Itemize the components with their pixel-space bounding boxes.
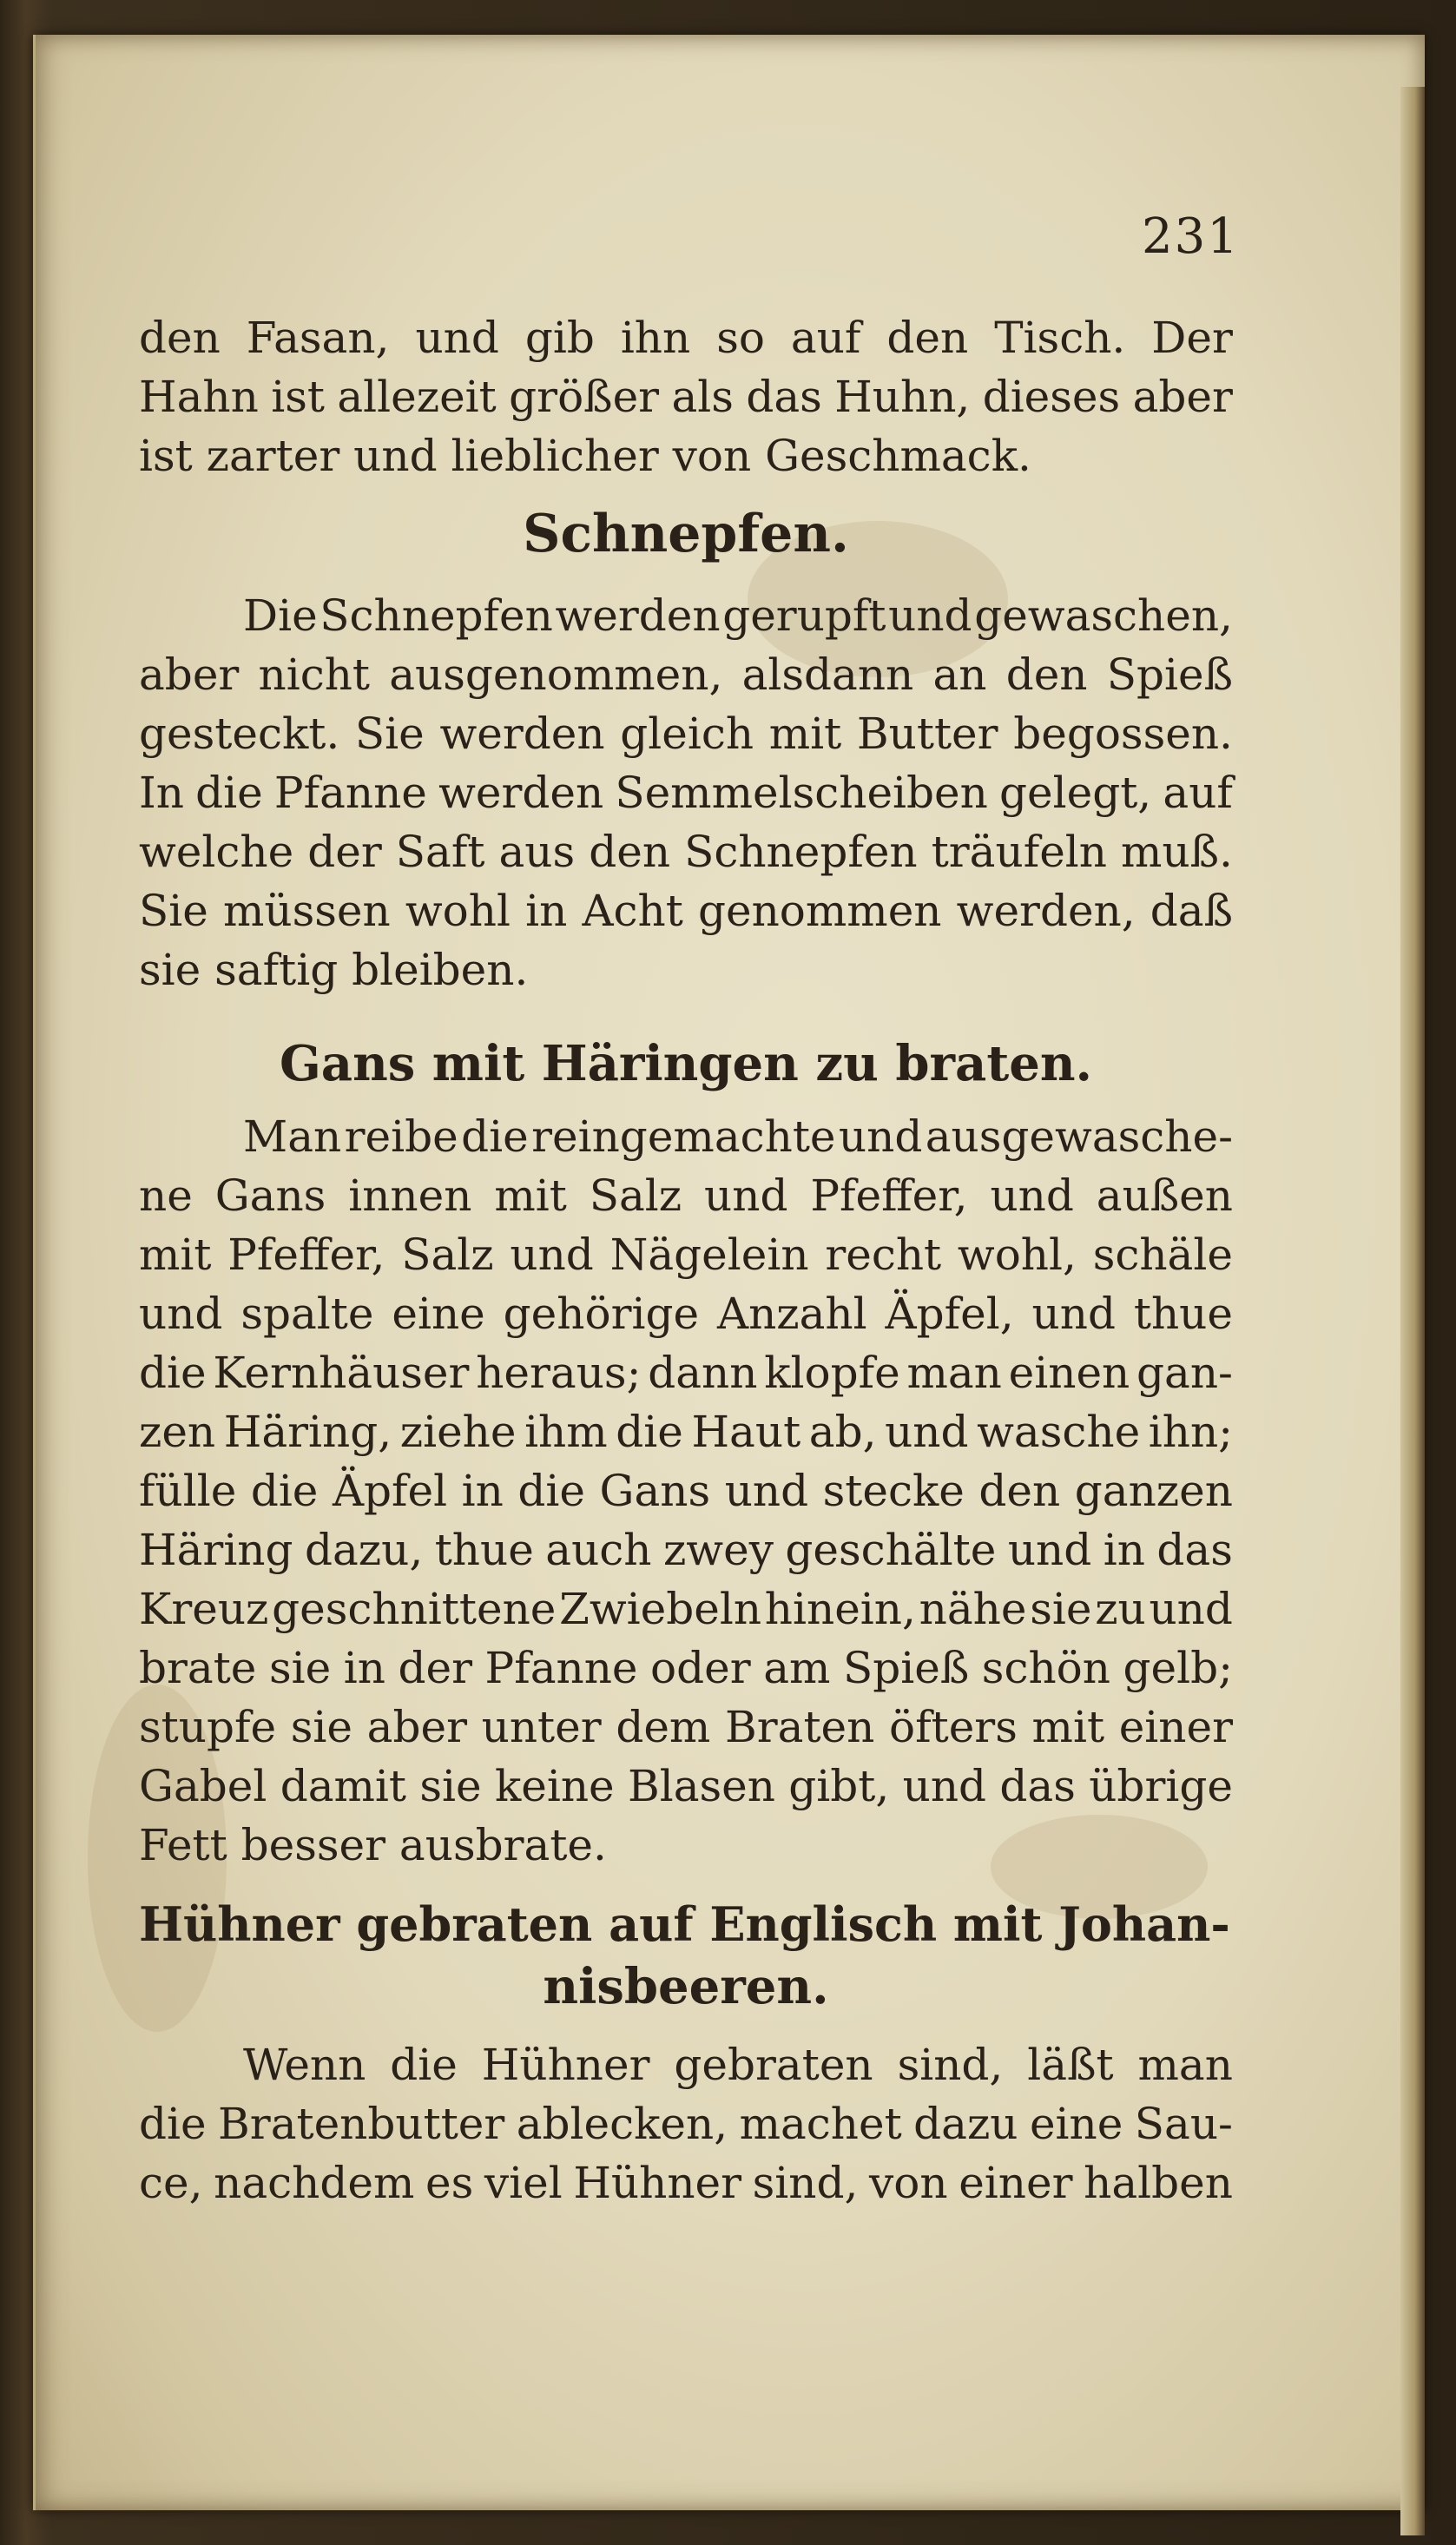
section-huehner xyxy=(139,1893,1233,2212)
text-line: die Bratenbutter ablecken, machet dazu eine Sau- xyxy=(139,2099,1233,2149)
text-line: gesteckt. Sie werden gleich mit Butter begossen. xyxy=(139,709,1233,759)
text-line: sie saftig bleiben. xyxy=(139,945,529,995)
text-line: stupfe sie aber unter dem Braten öfters mit einer xyxy=(139,1702,1233,1752)
section-heading: Gans mit Häringen zu braten. xyxy=(279,1035,1093,1092)
text-line: In die Pfanne werden Semmelscheiben gelegt, auf xyxy=(139,768,1233,818)
page-number: 231 xyxy=(1142,208,1240,265)
section-heading: Hühner gebraten auf Englisch mit Johan- xyxy=(139,1896,1230,1952)
text-line: die Kernhäuser heraus; dann klopfe man einen gan- xyxy=(139,1348,1233,1398)
text-line: Wenn die Hühner gebraten sind, läßt man xyxy=(243,2040,1233,2090)
text-line: mit Pfeffer, Salz und Nägelein recht wohl, schäle xyxy=(139,1230,1233,1280)
text-line: brate sie in der Pfanne oder am Spieß schön gelb; xyxy=(139,1643,1233,1693)
text-line: und spalte eine gehörige Anzahl Äpfel, und thue xyxy=(139,1289,1233,1339)
text-line: Man reibe die reingemachte und ausgewasche- xyxy=(243,1111,1233,1162)
text-line: zen Häring, ziehe ihm die Haut ab, und wasche ihn; xyxy=(139,1407,1233,1457)
text-line: Sie müssen wohl in Acht genommen werden, daß xyxy=(139,886,1233,936)
page-edge xyxy=(1400,87,1425,2535)
text-line: Häring dazu, thue auch zwey geschälte und in das xyxy=(139,1525,1233,1575)
text-line: Die Schnepfen werden gerupft und gewaschen, xyxy=(243,590,1233,641)
section-gans xyxy=(139,1029,1233,1875)
text-line: aber nicht ausgenommen, alsdann an den Spieß xyxy=(139,649,1233,700)
text-line: welche der Saft aus den Schnepfen träufeln muß. xyxy=(139,827,1233,877)
text-line: den Fasan, und gib ihn so auf den Tisch. Der xyxy=(139,313,1233,363)
text-line: ist zarter und lieblicher von Geschmack. xyxy=(139,431,1031,481)
text-line: Fett besser ausbrate. xyxy=(139,1820,607,1870)
text-line: ne Gans innen mit Salz und Pfeffer, und außen xyxy=(139,1170,1233,1221)
text-line: Hahn ist allezeit größer als das Huhn, dieses aber xyxy=(139,372,1233,422)
section-schnepfen xyxy=(139,499,1233,999)
text-line: Kreuz geschnittene Zwiebeln hinein, nähe sie zu und xyxy=(139,1584,1233,1634)
text-line: Gabel damit sie keine Blasen gibt, und das übrige xyxy=(139,1761,1233,1811)
section-heading: Schnepfen. xyxy=(523,504,849,564)
section-heading-continued: nisbeeren. xyxy=(543,1958,829,2015)
text-line: fülle die Äpfel in die Gans und stecke den ganzen xyxy=(139,1466,1233,1516)
text-line: ce, nachdem es viel Hühner sind, von einer halben xyxy=(139,2158,1233,2208)
continuation-paragraph xyxy=(139,308,1233,485)
